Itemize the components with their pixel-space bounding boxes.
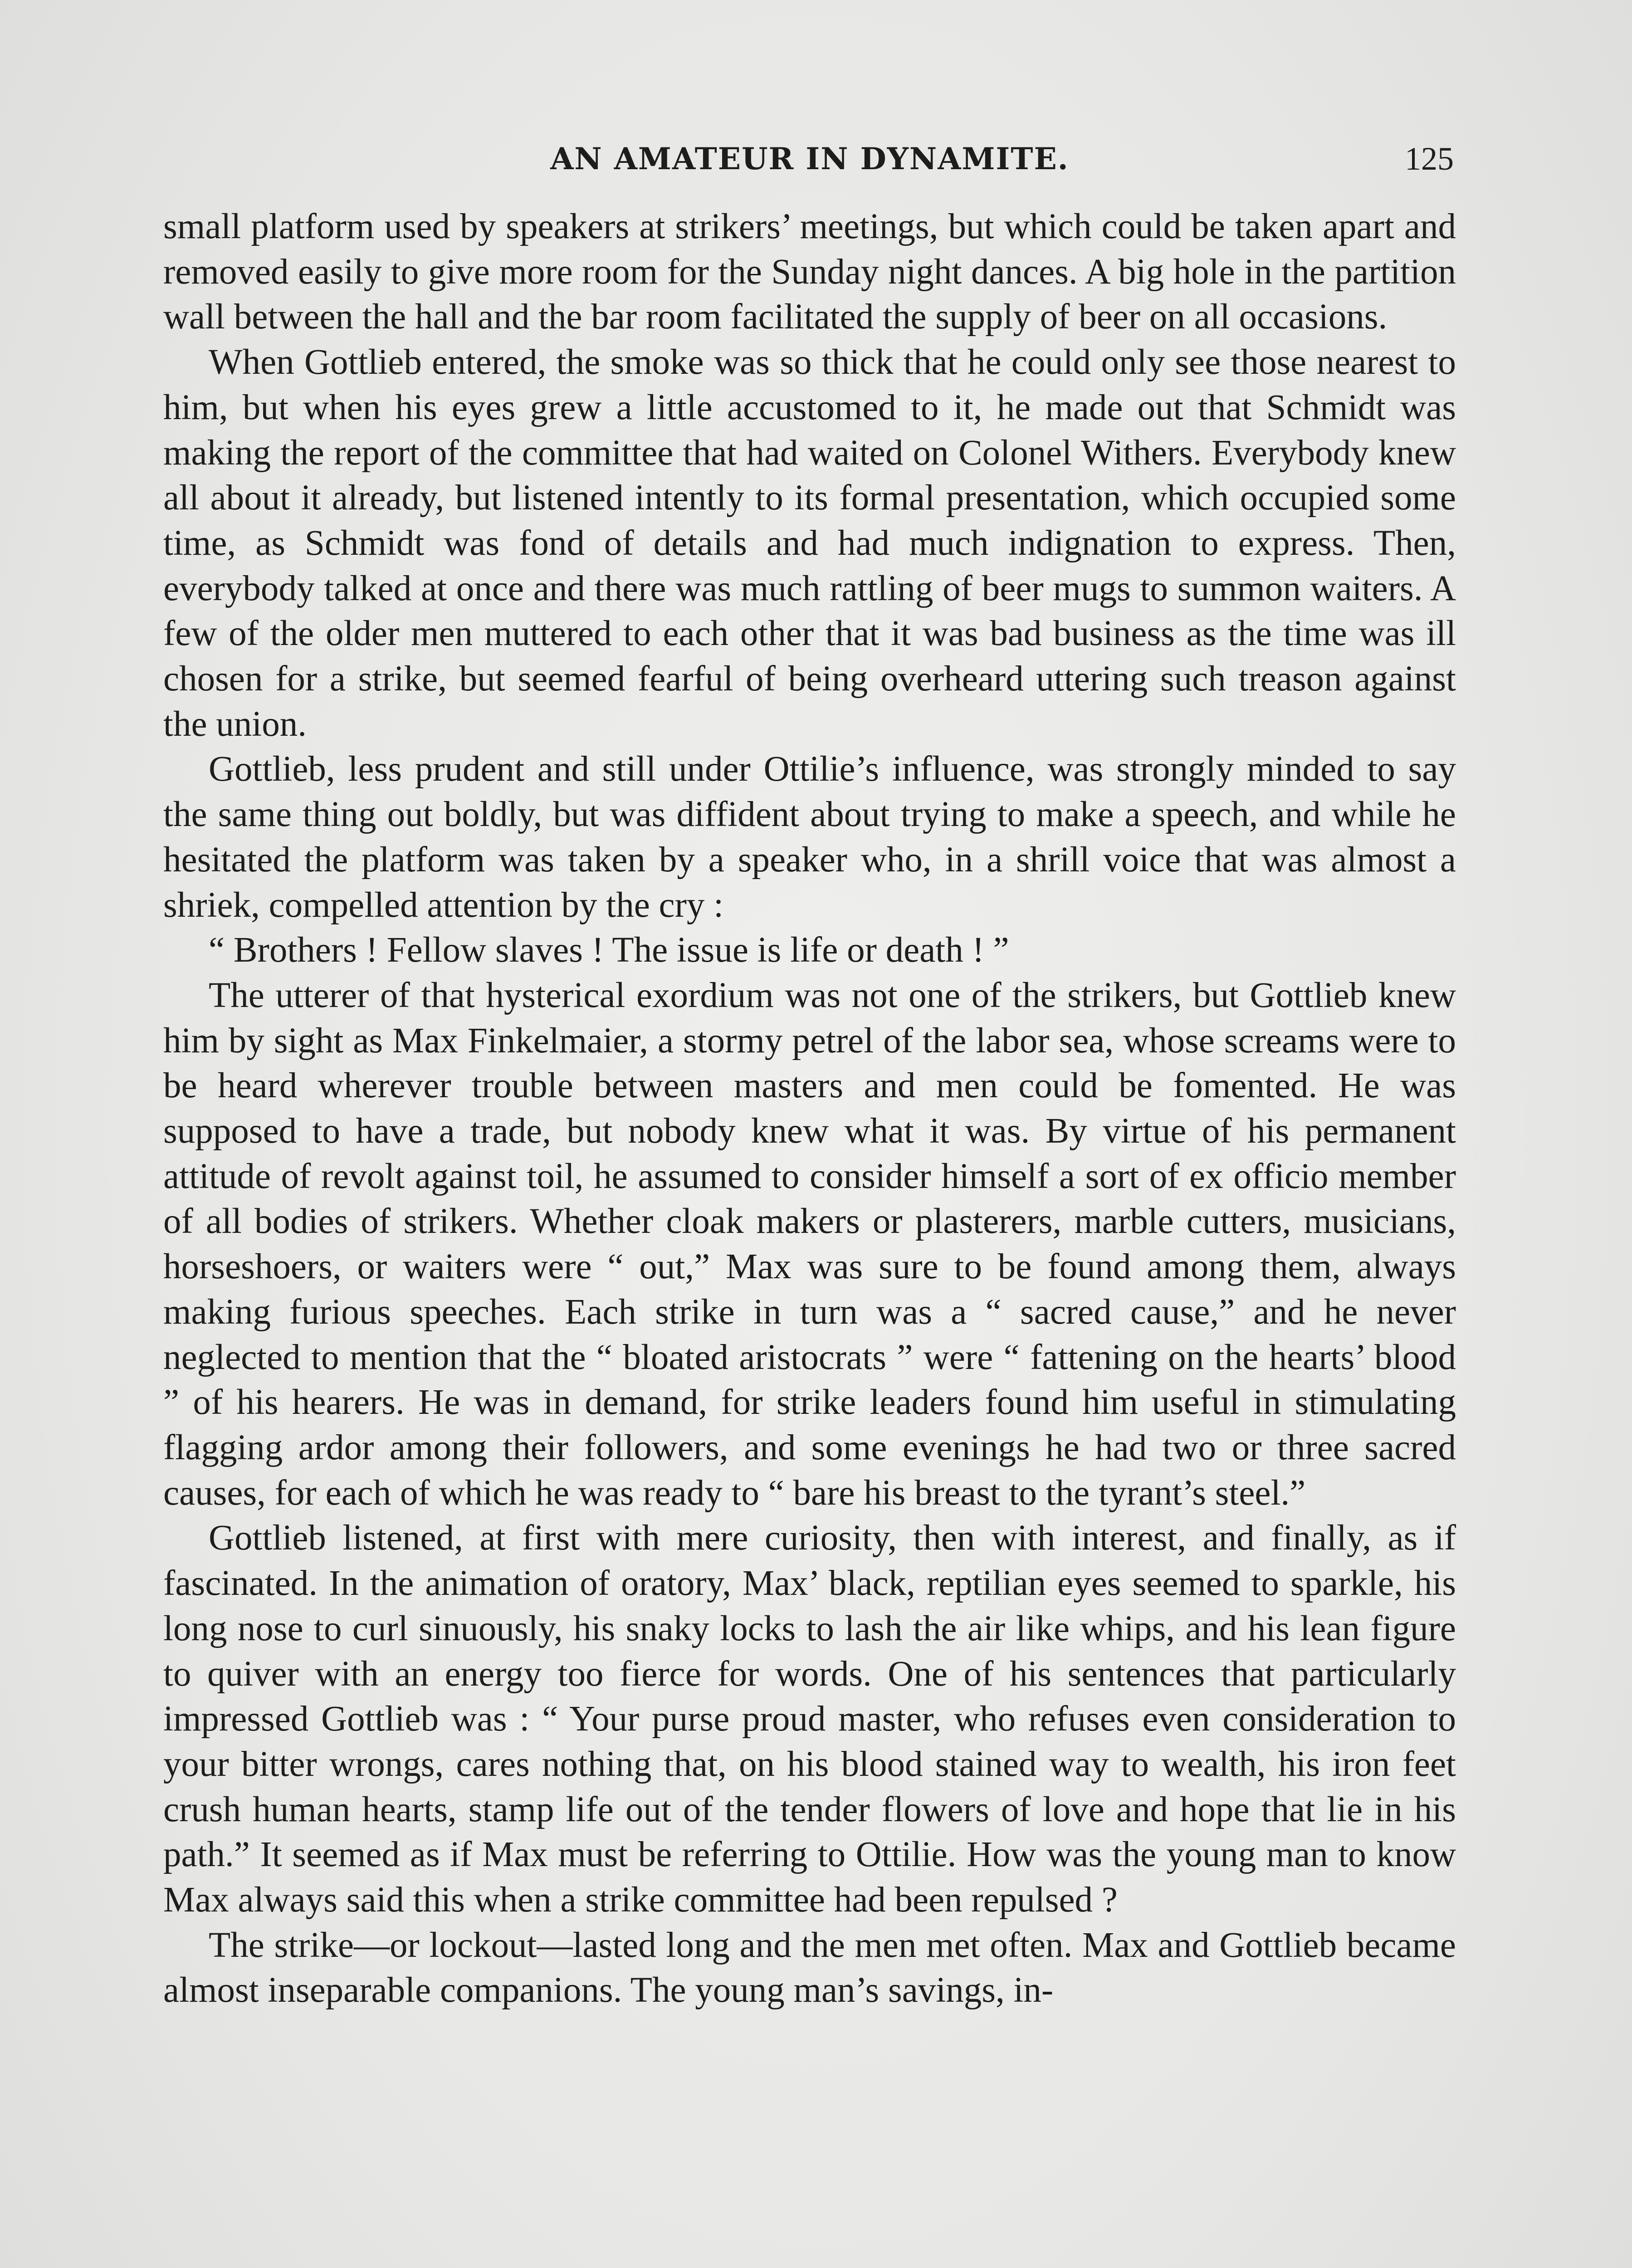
running-head: AN AMATEUR IN DYNAMITE. — [550, 141, 1069, 176]
paragraph-continued: small platform used by speakers at strikers’ meetings, but which could be taken apart and removed easily to give more room for the Sunday night dances. A big hole in the partition wall between the hall and the bar room facilitated the supply of beer on all occasions. — [163, 207, 1456, 337]
paragraph: The utterer of that hysterical exordium was not one of the strikers, but Gottlieb knew him by sight as Max Finkelmaier, a stormy petrel of the labor sea, whose screams were to be heard wherever trouble between masters and men could be fomented. He was supposed to have a trade, but nobody knew what it was. By virtue of his permanent attitude of revolt against toil, he assumed to consider himself a sort of ex officio member of all bodies of strikers. Whether cloak makers or plasterers, marble cutters, musicians, horseshoers, or waiters were “ out,” Max was sure to be found among them, always making furious speeches. Each strike in turn was a “ sacred cause,” and he never neglected to mention that the “ bloated aristocrats ” were “ fattening on the hearts’ blood ” of his hearers. He was in demand, for strike leaders found him useful in stimulating flagging ardor among their followers, and some evenings he had two or three sacred causes, for each of which he was ready to “ bare his breast to the tyrant’s steel.” — [163, 975, 1456, 1513]
paragraph: The strike—or lockout—lasted long and the men met often. Max and Gottlieb became almost inseparable companions. The young man’s savings, in- — [163, 1925, 1456, 2010]
paragraph: Gottlieb listened, at first with mere curiosity, then with interest, and finally, as if fascinated. In the animation of oratory, Max’ black, reptilian eyes seemed to sparkle, his long nose to curl sinuously, his snaky locks to lash the air like whips, and his lean figure to quiver with an energy too fierce for words. One of his sentences that particularly impressed Gottlieb was : “ Your purse proud master, who refuses even consideration to your bitter wrongs, cares nothing that, on his blood stained way to wealth, his iron feet crush human hearts, stamp life out of the tender flowers of love and hope that lie in his path.” It seemed as if Max must be referring to Ottilie. How was the young man to know Max always said this when a strike committee had been repulsed ? — [163, 1518, 1456, 1920]
page-number: 125 — [1405, 141, 1454, 177]
page-header — [163, 136, 1456, 181]
paragraph: Gottlieb, less prudent and still under Ottilie’s influence, was strongly minded to say the same thing out boldly, but was diffident about trying to make a speech, and while he hesitated the platform was taken by a speaker who, in a shrill voice that was almost a shriek, compelled attention by the cry : — [163, 749, 1456, 925]
quoted-line: “ Brothers ! Fellow slaves ! The issue is life or death ! ” — [209, 930, 1009, 970]
body-text — [163, 204, 1456, 2013]
paragraph: When Gottlieb entered, the smoke was so thick that he could only see those nearest to him, but when his eyes grew a little accustomed to it, he made out that Schmidt was making the report of the committee that had waited on Colonel Withers. Everybody knew all about it already, but listened intently to its formal presentation, which occupied some time, as Schmidt was fond of details and had much indignation to express. Then, everybody talked at once and there was much rattling of beer mugs to summon waiters. A few of the older men muttered to each other that it was bad business as the time was ill chosen for a strike, but seemed fearful of being overheard uttering such treason against the union. — [163, 342, 1456, 744]
